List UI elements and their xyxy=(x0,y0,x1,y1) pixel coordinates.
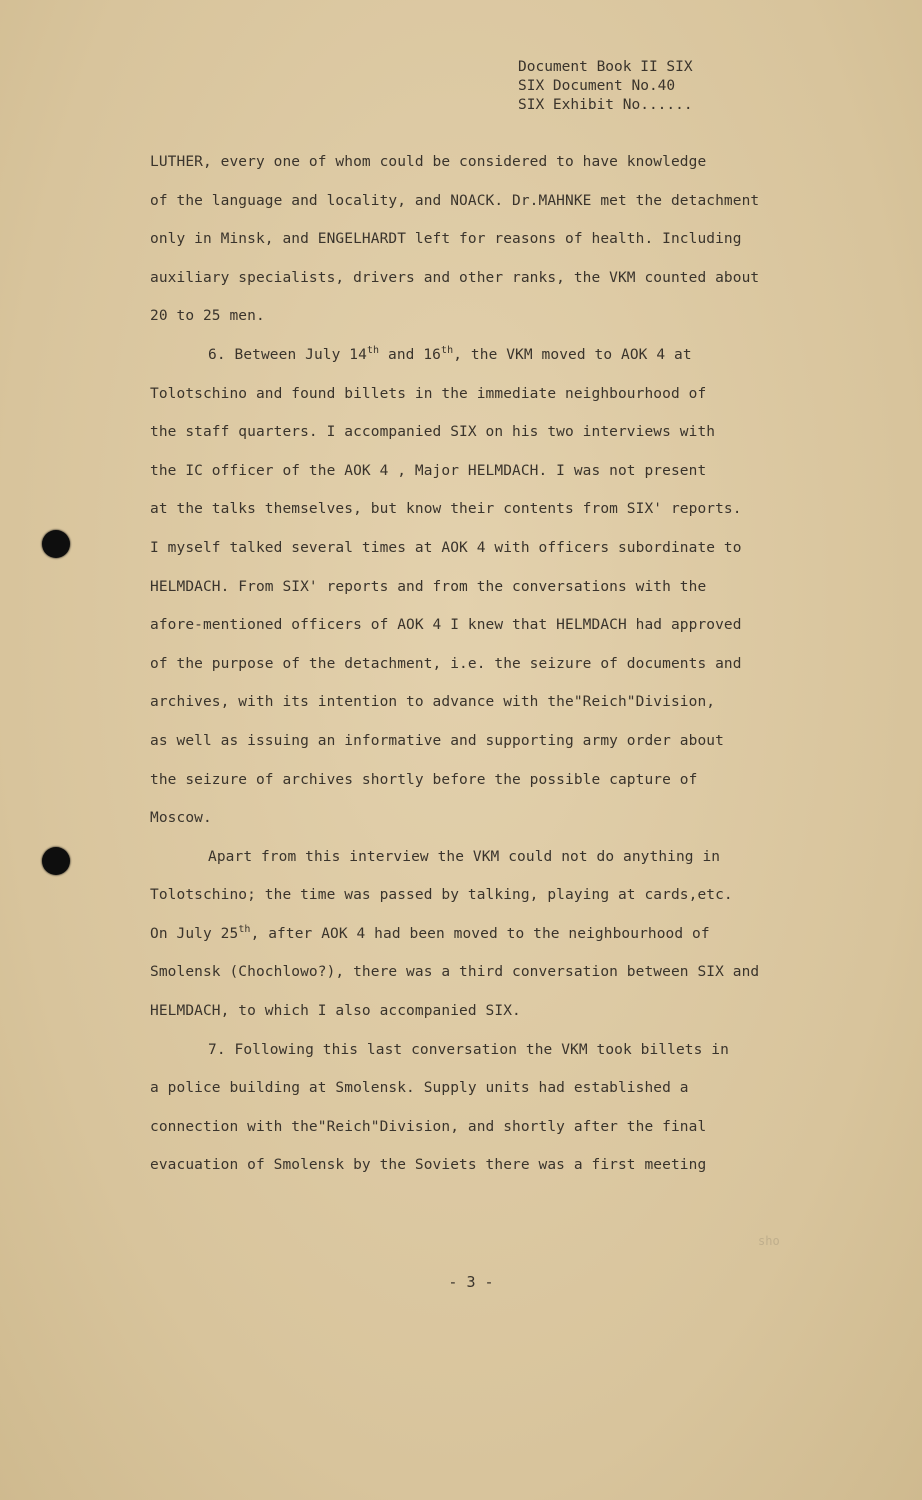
page-number: - 3 - xyxy=(448,1273,494,1291)
text-line: Moscow. xyxy=(150,810,212,827)
text-fragment: , the VKM moved to AOK 4 at xyxy=(453,346,692,363)
text-line: only in Minsk, and ENGELHARDT left for reasons of health. Including xyxy=(150,231,742,248)
text-fragment: On July 25 xyxy=(150,925,239,942)
text-line: archives, with its intention to advance with the"Reich"Division, xyxy=(150,694,716,711)
text-line: 20 to 25 men. xyxy=(150,308,265,325)
ordinal-suffix: th xyxy=(366,344,380,356)
ordinal-suffix: th xyxy=(441,344,454,356)
header-document-line: SIX Document No.40 xyxy=(518,78,676,94)
document-body xyxy=(150,149,840,1191)
text-line: Tolotschino; the time was passed by talking, playing at cards,etc. xyxy=(150,887,733,904)
header-book-line: Document Book II SIX xyxy=(518,59,693,75)
text-line: HELMDACH. From SIX' reports and from the conversations with the xyxy=(150,578,707,595)
text-line: I myself talked several times at AOK 4 with officers subordinate to xyxy=(150,539,742,556)
text-line: of the language and locality, and NOACK. Dr.MAHNKE met the detachment xyxy=(150,192,760,209)
punch-hole xyxy=(42,847,70,875)
text-line: LUTHER, every one of whom could be considered to have knowledge xyxy=(150,154,707,170)
document-header xyxy=(518,58,693,115)
text-line: HELMDACH, to which I also accompanied SIX. xyxy=(150,1003,521,1020)
ordinal-suffix: th xyxy=(238,923,251,935)
text-fragment: and 16 xyxy=(379,346,441,363)
text-line: as well as issuing an informative and supporting army order about xyxy=(150,732,724,749)
faint-bleed-through-text: sho xyxy=(758,1234,780,1248)
text-line: auxiliary specialists, drivers and other ranks, the VKM counted about xyxy=(150,269,760,286)
text-line-with-ordinal xyxy=(150,921,840,960)
text-line: Tolotschino and found billets in the immediate neighbourhood of xyxy=(150,385,707,402)
text-fragment: , after AOK 4 had been moved to the neighbourhood of xyxy=(250,925,710,942)
text-line: the staff quarters. I accompanied SIX on his two interviews with xyxy=(150,424,716,441)
text-line: the seizure of archives shortly before the possible capture of xyxy=(150,771,698,788)
header-exhibit-line: SIX Exhibit No...... xyxy=(518,97,693,113)
paragraph-6-first-line xyxy=(150,342,840,381)
paragraph-7-first-line: 7. Following this last conversation the VKM took billets in xyxy=(208,1041,729,1058)
text-line: afore-mentioned officers of AOK 4 I knew that HELMDACH had approved xyxy=(150,617,742,634)
text-fragment: 6. Between July 14 xyxy=(208,346,367,363)
text-line: a police building at Smolensk. Supply units had established a xyxy=(150,1080,689,1097)
text-line: at the talks themselves, but know their contents from SIX' reports. xyxy=(150,501,742,518)
text-line: the IC officer of the AOK 4 , Major HELMDACH. I was not present xyxy=(150,462,707,479)
text-line: connection with the"Reich"Division, and shortly after the final xyxy=(150,1118,707,1135)
text-line: Smolensk (Chochlowo?), there was a third conversation between SIX and xyxy=(150,964,760,981)
text-line: of the purpose of the detachment, i.e. the seizure of documents and xyxy=(150,655,742,672)
text-line: evacuation of Smolensk by the Soviets there was a first meeting xyxy=(150,1157,707,1174)
punch-hole xyxy=(42,530,70,558)
text-line: Apart from this interview the VKM could not do anything in xyxy=(208,848,721,865)
